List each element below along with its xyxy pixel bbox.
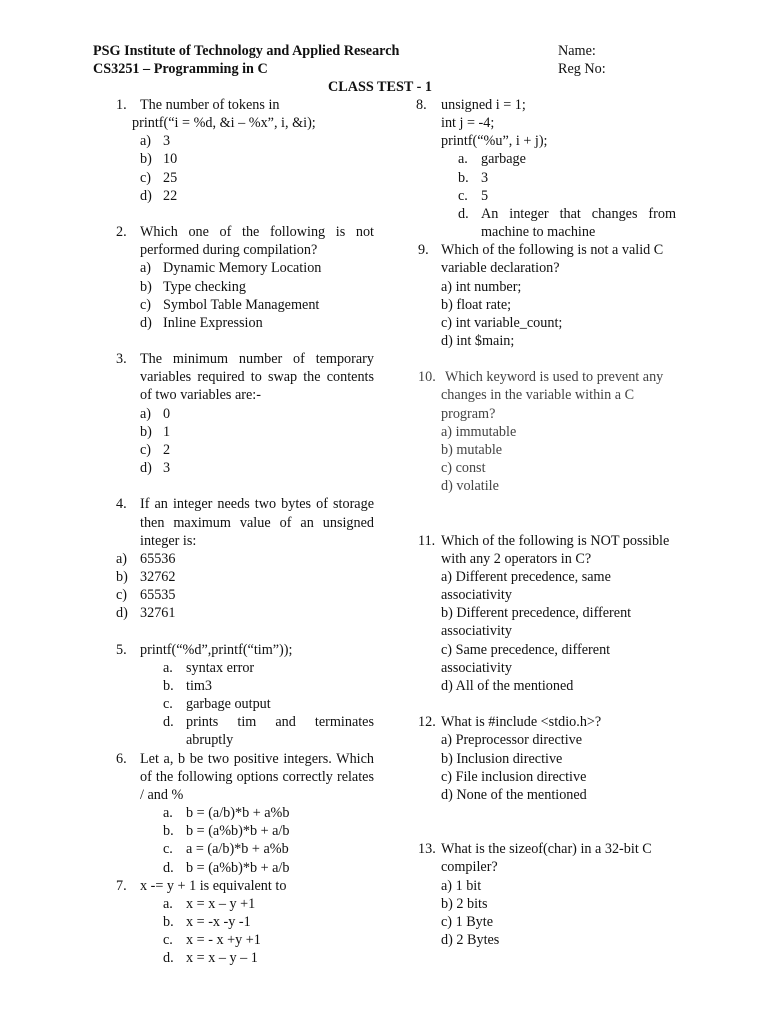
- option-d[interactable]: d) 32761: [116, 605, 176, 622]
- option-b[interactable]: b. b = (a%b)*b + a/b: [163, 823, 290, 840]
- option-b[interactable]: b) 2 bits: [441, 895, 488, 912]
- question-11: [416, 532, 676, 695]
- question-number: 12.: [418, 714, 436, 731]
- question-9: [416, 241, 676, 350]
- option-b[interactable]: b) mutable: [441, 441, 503, 458]
- option-b[interactable]: b) Different precedence, different associativity: [441, 605, 632, 640]
- question-text: What is the sizeof(char) in a 32-bit C compiler?: [441, 841, 652, 876]
- question-text: Which of the following is not a valid C variable declaration?: [441, 242, 664, 277]
- option-d[interactable]: d. prints tim and terminates abruptly: [163, 714, 374, 749]
- question-12: [416, 713, 676, 804]
- right-column: [416, 96, 676, 949]
- option-d[interactable]: d) 3: [140, 460, 171, 477]
- name-label: Name:: [558, 43, 596, 59]
- test-title: CLASS TEST - 1: [328, 79, 432, 95]
- question-text: If an integer needs two bytes of storage then maximum value of an unsigned integer is:: [140, 496, 374, 549]
- question-text: Which one of the following is not performed during compilation?: [140, 224, 374, 259]
- left-column: [112, 96, 374, 967]
- option-c[interactable]: c) 2: [140, 441, 171, 458]
- question-number: 10.: [418, 369, 436, 386]
- question-8: [416, 96, 676, 241]
- option-c[interactable]: c) 65535: [116, 587, 176, 604]
- option-a[interactable]: a) 1 bit: [441, 877, 482, 894]
- option-d[interactable]: d) Inline Expression: [140, 314, 263, 331]
- option-b[interactable]: b) 32762: [116, 569, 176, 586]
- question-2: [112, 223, 374, 332]
- question-number: 9.: [418, 242, 429, 259]
- option-c[interactable]: c) 1 Byte: [441, 913, 494, 930]
- question-text: The number of tokens in: [140, 97, 280, 113]
- question-number: 8.: [416, 97, 427, 113]
- option-c[interactable]: c. garbage output: [163, 696, 271, 713]
- question-number: 11.: [418, 532, 436, 549]
- option-a[interactable]: a) Preprocessor directive: [441, 732, 583, 749]
- option-c[interactable]: c) Symbol Table Management: [140, 296, 320, 313]
- question-text: Let a, b be two positive integers. Which of the following options correctly relates / and %: [140, 750, 374, 803]
- code-line-3: printf(“%u”, i + j);: [441, 133, 548, 150]
- option-a[interactable]: a. b = (a/b)*b + a%b: [163, 805, 290, 822]
- option-d[interactable]: d) int $main;: [441, 333, 515, 350]
- option-b[interactable]: b. tim3: [163, 677, 213, 694]
- option-d[interactable]: d. b = (a%b)*b + a/b: [163, 859, 290, 876]
- option-a[interactable]: a. x = x – y +1: [163, 895, 256, 912]
- option-c[interactable]: c) const: [441, 460, 486, 477]
- question-text: Which keyword is used to prevent any changes in the variable within a C program?: [441, 369, 664, 422]
- question-text: The minimum number of temporary variables required to swap the contents of two variables are:-: [140, 351, 374, 404]
- question-13: [416, 840, 676, 949]
- option-a[interactable]: a) 3: [140, 133, 171, 150]
- question-text: What is #include <stdio.h>?: [441, 714, 602, 731]
- option-b[interactable]: b. x = -x -y -1: [163, 913, 251, 930]
- option-c[interactable]: c) File inclusion directive: [441, 768, 587, 785]
- option-d[interactable]: d) All of the mentioned: [441, 677, 574, 694]
- option-d[interactable]: d. x = x – y – 1: [163, 950, 258, 967]
- option-b[interactable]: b) float rate;: [441, 296, 512, 313]
- regno-label: Reg No:: [558, 61, 606, 77]
- option-d[interactable]: d) volatile: [441, 478, 499, 495]
- question-10: [416, 368, 676, 495]
- question-number: 3.: [116, 351, 127, 368]
- option-b[interactable]: b. 3: [458, 169, 489, 186]
- option-c[interactable]: c) Same precedence, different associativity: [441, 641, 611, 676]
- option-d[interactable]: d. An integer that changes from machine to machine: [458, 205, 676, 241]
- question-number: 1.: [116, 97, 127, 113]
- option-a[interactable]: a. garbage: [458, 151, 526, 168]
- option-c[interactable]: c) int variable_count;: [441, 314, 563, 331]
- option-c[interactable]: c) 25: [140, 169, 178, 186]
- question-6: [112, 750, 374, 877]
- institute-name: PSG Institute of Technology and Applied Research: [93, 43, 400, 59]
- option-a[interactable]: a) immutable: [441, 423, 517, 440]
- code-line-1: unsigned i = 1;: [441, 97, 526, 113]
- option-b[interactable]: b) Type checking: [140, 278, 246, 295]
- option-d[interactable]: d) None of the mentioned: [441, 786, 587, 803]
- option-b[interactable]: b) 10: [140, 151, 178, 168]
- question-1: [112, 96, 374, 205]
- option-a[interactable]: a) 65536: [116, 550, 176, 567]
- question-7: [112, 877, 374, 968]
- option-b[interactable]: b) Inclusion directive: [441, 750, 563, 767]
- option-a[interactable]: a) 0: [140, 405, 171, 422]
- question-number: 4.: [116, 496, 127, 513]
- course-title: CS3251 – Programming in C: [93, 61, 268, 77]
- question-number: 5.: [116, 641, 127, 658]
- option-c[interactable]: c. x = - x +y +1: [163, 932, 261, 949]
- option-a[interactable]: a) Different precedence, same associativity: [441, 569, 611, 604]
- question-text: x -= y + 1 is equivalent to: [140, 877, 287, 894]
- option-d[interactable]: d) 22: [140, 187, 178, 204]
- question-4: [112, 495, 374, 622]
- option-a[interactable]: a. syntax error: [163, 659, 255, 676]
- option-c[interactable]: c. a = (a/b)*b + a%b: [163, 841, 289, 858]
- question-5: [112, 641, 374, 750]
- option-c[interactable]: c. 5: [458, 187, 489, 204]
- option-a[interactable]: a) int number;: [441, 278, 522, 295]
- question-code: printf(“i = %d, &i – %x”, i, &i);: [132, 115, 316, 132]
- question-text: printf(“%d”,printf(“tim”));: [140, 641, 293, 658]
- option-b[interactable]: b) 1: [140, 423, 171, 440]
- question-number: 7.: [116, 877, 127, 894]
- question-number: 6.: [116, 750, 127, 767]
- question-number: 13.: [418, 841, 436, 858]
- option-d[interactable]: d) 2 Bytes: [441, 932, 500, 949]
- question-text: Which of the following is NOT possible with any 2 operators in C?: [441, 532, 670, 567]
- question-3: [112, 350, 374, 477]
- code-line-2: int j = -4;: [441, 115, 495, 132]
- question-number: 2.: [116, 224, 127, 241]
- option-a[interactable]: a) Dynamic Memory Location: [140, 260, 322, 277]
